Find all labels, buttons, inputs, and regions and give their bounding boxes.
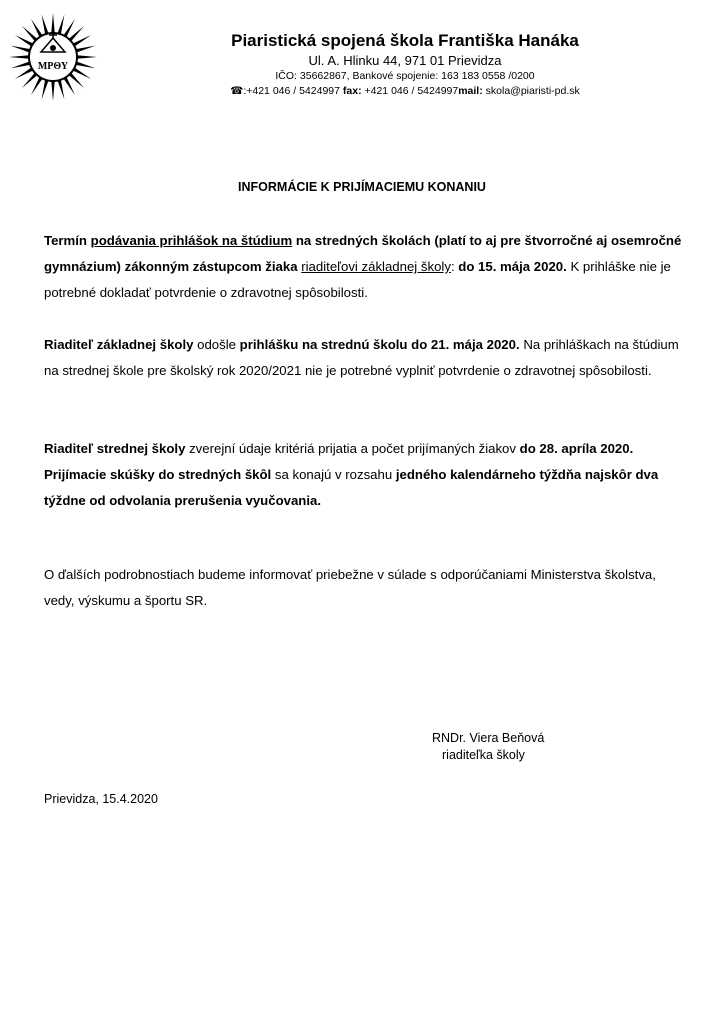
paragraph-application-deadline bbox=[44, 228, 684, 306]
seal-ray bbox=[51, 81, 54, 101]
seal-ray bbox=[42, 80, 49, 100]
seal-ray bbox=[9, 55, 29, 58]
seal-ray bbox=[51, 13, 54, 33]
seal-ray bbox=[58, 80, 65, 100]
seal-ray bbox=[22, 73, 37, 88]
page-title: INFORMÁCIE K PRIJÍMACIEMU KONANIU bbox=[238, 180, 486, 194]
p1-note: K prihláške nie je potrebné dokladať potvrdenie o zdravotnej spôsobilosti. bbox=[44, 259, 671, 300]
p3-criteria: zverejní údaje kritériá prijatia a počet prijímaných žiakov bbox=[185, 441, 520, 456]
seal-ray bbox=[10, 62, 30, 69]
seal-ray bbox=[69, 26, 84, 41]
seal-ray bbox=[73, 35, 91, 47]
seal-ray bbox=[22, 26, 37, 41]
fax-label: fax: bbox=[342, 85, 362, 97]
seal-ray bbox=[15, 35, 33, 47]
seal-ray bbox=[69, 73, 84, 88]
paragraph-criteria-and-exams bbox=[44, 436, 684, 514]
p1-director: riaditeľovi základnej školy bbox=[301, 259, 451, 274]
p1-schools: na stredných školách (platí to aj pre štvorročné aj osemročné gymnázium) zákonným zástupcom žiaka bbox=[44, 233, 682, 274]
p3-director: Riaditeľ strednej školy bbox=[44, 441, 186, 456]
seal-ray bbox=[31, 77, 43, 95]
seal-ray bbox=[77, 55, 97, 58]
p3-scope: sa konajú v rozsahu bbox=[271, 467, 396, 482]
p1-colon: : bbox=[450, 259, 459, 274]
signatory-role: riaditeľka školy bbox=[442, 748, 525, 762]
email-address: skola@piaristi-pd.sk bbox=[482, 85, 580, 97]
school-name: Piaristická spojená škola Františka Hanáka bbox=[231, 31, 579, 50]
p2-director: Riaditeľ základnej školy bbox=[44, 337, 194, 352]
phone-number: :+421 046 / 5424997 bbox=[243, 85, 340, 97]
paragraph-further-info: O ďalších podrobnostiach budeme informovať priebežne v súlade s odporúčaniami Ministerstva školstva, vedy, výskumu a športu SR. bbox=[44, 567, 656, 608]
phone-icon: ☎ bbox=[230, 85, 244, 97]
seal-ray bbox=[63, 19, 75, 37]
seal-ray bbox=[76, 46, 96, 53]
seal-ray bbox=[31, 19, 43, 37]
seal-ray bbox=[42, 14, 49, 34]
p2-note: Na prihláškach na štúdium na strednej škole pre školský rok 2020/2021 nie je potrebné vyplniť potvrdenie o zdravotnej spôsobilosti. bbox=[44, 337, 679, 378]
paragraph-director-forwarding bbox=[44, 332, 684, 384]
seal-ray bbox=[73, 67, 91, 79]
p1-deadline: do 15. mája 2020. bbox=[458, 259, 567, 274]
seal-ray bbox=[76, 62, 96, 69]
fax-number: +421 046 / 5424997 bbox=[361, 85, 459, 97]
school-address: Ul. A. Hlinku 44, 971 01 Prievidza bbox=[308, 53, 502, 68]
p1-submission: podávania prihlášok na štúdium bbox=[90, 233, 293, 248]
signature-block bbox=[432, 730, 544, 764]
mail-label: mail: bbox=[458, 85, 483, 97]
letterhead bbox=[200, 30, 610, 99]
p3-exams: Prijímacie skúšky do stredných škôl bbox=[44, 467, 272, 482]
seal-text: ΜΡΘΥ bbox=[37, 61, 69, 72]
seal-ray bbox=[15, 67, 33, 79]
p1-term: Termín bbox=[44, 233, 91, 248]
seal-ray bbox=[10, 46, 30, 53]
p2-sends: odošle bbox=[193, 337, 240, 352]
signatory-name: RNDr. Viera Beňová bbox=[432, 731, 545, 745]
p3-exam-window: jedného kalendárneho týždňa najskôr dva týždne od odvolania prerušenia vyučovania. bbox=[44, 467, 659, 508]
place-and-date: Prievidza, 15.4.2020 bbox=[44, 792, 158, 806]
seal-ray bbox=[63, 77, 75, 95]
p2-deadline: prihlášku na strednú školu do 21. mája 2020. bbox=[239, 337, 520, 352]
school-ico-bank: IČO: 35662867, Bankové spojenie: 163 183 0558 /0200 bbox=[275, 70, 535, 82]
p3-deadline: do 28. apríla 2020. bbox=[519, 441, 634, 456]
contact-line bbox=[200, 84, 610, 99]
piarist-seal-icon bbox=[8, 12, 98, 102]
seal-ray bbox=[58, 14, 65, 34]
